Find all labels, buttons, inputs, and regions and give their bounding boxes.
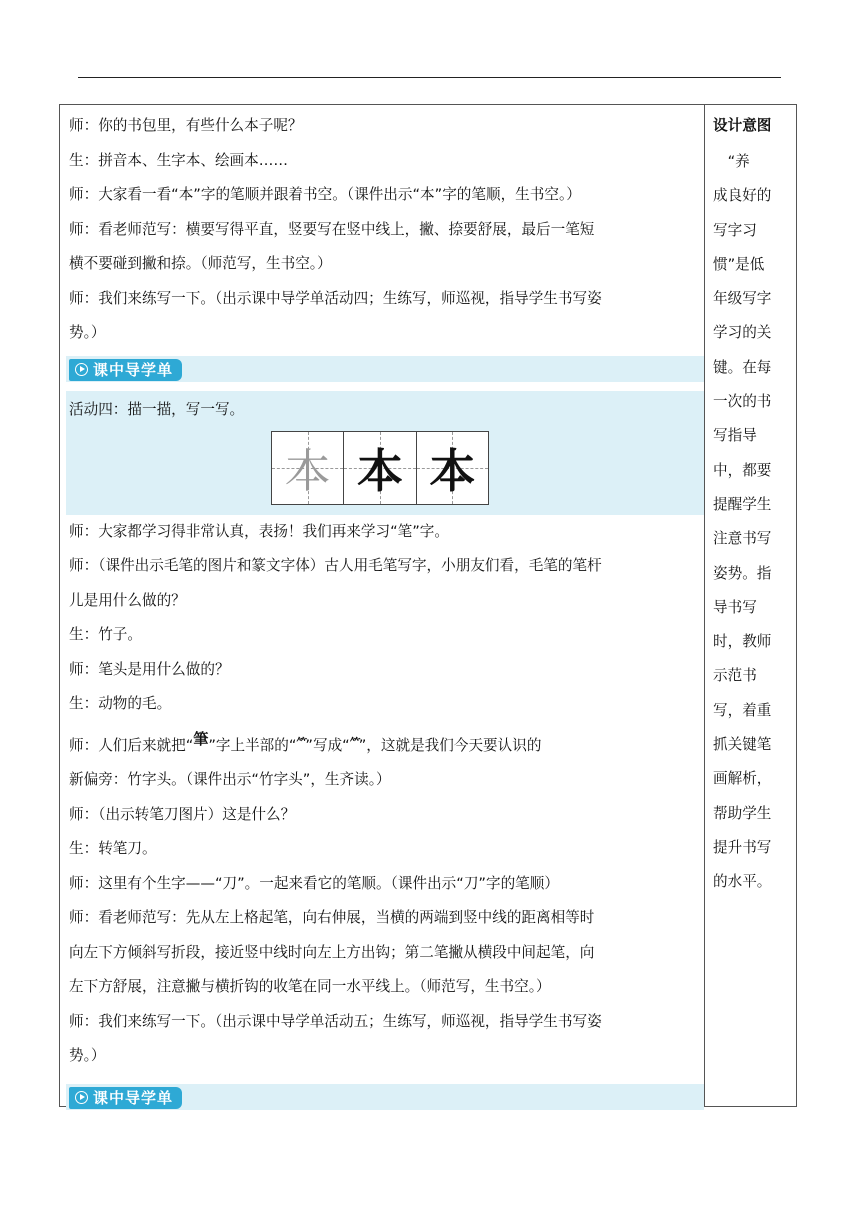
- trace-character: 本: [284, 443, 331, 498]
- text-line: 帮助学生: [713, 804, 772, 822]
- text-line: 师：大家都学习得非常认真，表扬！我们再来学习“笔”字。: [69, 522, 449, 540]
- text-line: 师：（出示转笔刀图片）这是什么？: [69, 805, 296, 823]
- text-line: 儿是用什么做的？: [69, 591, 186, 609]
- text-line: 师：（课件出示毛笔的图片和篆文字体）古人用毛笔写字，小朋友们看，毛笔的笔杆: [69, 557, 602, 574]
- text-line: 成良好的: [713, 187, 772, 205]
- grid-cell-model: [417, 432, 488, 504]
- model-character: 本: [356, 443, 403, 498]
- model-character: 本: [429, 443, 476, 498]
- grid-cell-model: [344, 432, 416, 504]
- text-line: “养: [713, 153, 750, 170]
- text-line: 师：你的书包里，有些什么本子呢？: [69, 117, 303, 134]
- guide-banner-label: 课中导学单: [93, 360, 174, 379]
- text-line: 写指导: [713, 427, 757, 445]
- text-line: 向左下方倾斜写折段，接近竖中线时向左上方出钩；第二笔撇从横段中间起笔，向: [69, 943, 595, 961]
- guide-banner-label: 课中导学单: [93, 1088, 174, 1107]
- text-line: 的水平。: [713, 873, 772, 891]
- grid-cell-trace: [272, 432, 344, 504]
- play-circle-icon: [75, 1091, 88, 1104]
- text-line: 时，教师: [713, 633, 772, 651]
- header-rule: [78, 77, 781, 78]
- text-line: 姿势。指: [713, 564, 772, 582]
- text-line: 师：看老师范写：横要写得平直，竖要写在竖中线上，撇、捺要舒展，最后一笔短: [69, 220, 595, 238]
- text-line: 画解析，: [713, 770, 772, 788]
- radical-glyph: ⺮: [349, 735, 359, 749]
- lesson-main-column: [60, 105, 705, 1106]
- lesson-lines-part3: [69, 763, 698, 1074]
- text-line: 生：竹子。: [69, 626, 142, 643]
- text-line: 新偏旁：竹字头。（课件出示“竹字头”，生齐读。）: [69, 771, 391, 788]
- text-line: 提升书写: [713, 838, 772, 856]
- text-line: 一次的书: [713, 393, 772, 411]
- design-intent-text: [713, 145, 792, 900]
- text-line: 提醒学生: [713, 495, 772, 513]
- tian-zi-ge-grid: [271, 431, 489, 505]
- seal-line-prefix: 师：人们后来就把“: [69, 736, 194, 754]
- design-intent-column: [705, 105, 796, 1106]
- play-circle-icon: [75, 363, 88, 376]
- lesson-table: [59, 104, 797, 1107]
- seal-character-image: 筆: [193, 729, 209, 748]
- text-line: 学习的关: [713, 324, 772, 342]
- text-line: 导书写: [713, 598, 757, 616]
- text-line: 势。）: [69, 324, 106, 341]
- seal-line-middle2: ”写成“: [305, 736, 350, 754]
- text-line: 师：这里有个生字——“刀”。一起来看它的笔顺。（课件出示“刀”字的笔顺）: [69, 874, 559, 892]
- activity-four-box: [66, 391, 704, 515]
- text-line: 年级写字: [713, 290, 772, 308]
- seal-line-middle: ”字上半部的“: [208, 736, 297, 754]
- text-line: 写字习: [713, 221, 757, 239]
- seal-part-image: ⺮: [296, 735, 306, 749]
- text-line: 师：我们来练写一下。（出示课中导学单活动四；生练写，师巡视，指导学生书写姿: [69, 289, 602, 307]
- text-line: 师：大家看一看“本”字的笔顺并跟着书空。（课件出示“本”字的笔顺，生书空。）: [69, 186, 581, 203]
- text-line: 键。在每: [713, 358, 772, 376]
- text-line: 左下方舒展，注意撇与横折钩的收笔在同一水平线上。（师范写，生书空。）: [69, 978, 551, 995]
- text-line: 势。）: [69, 1047, 106, 1064]
- text-line: 生：拼音本、生字本、绘画本……: [69, 151, 288, 169]
- text-line: 师：笔头是用什么做的？: [69, 660, 230, 678]
- lesson-lines-part2: [69, 515, 698, 722]
- text-line: 注意书写: [713, 530, 772, 548]
- text-line: 师：我们来练写一下。（出示课中导学单活动五；生练写，师巡视，指导学生书写姿: [69, 1012, 602, 1030]
- lesson-lines-part1: [69, 109, 698, 351]
- activity-title: 活动四：描一描，写一写。: [69, 400, 245, 418]
- seal-script-line: [69, 722, 698, 764]
- text-line: 横不要碰到撇和捺。（师范写，生书空。）: [69, 255, 332, 272]
- seal-line-suffix: ”，这就是我们今天要认识的: [358, 736, 542, 754]
- text-line: 中，都要: [713, 461, 772, 479]
- text-line: 抓关键笔: [713, 736, 772, 754]
- text-line: 生：转笔刀。: [69, 840, 157, 857]
- text-line: 师：看老师范写：先从左上格起笔，向右伸展，当横的两端到竖中线的距离相等时: [69, 909, 595, 926]
- guide-banner: [66, 356, 704, 382]
- guide-banner-tab: [69, 359, 182, 381]
- design-intent-heading: 设计意图: [713, 117, 772, 134]
- guide-banner-tab: [69, 1087, 182, 1109]
- text-line: 生：动物的毛。: [69, 695, 172, 712]
- text-line: 惯”是低: [713, 255, 765, 273]
- text-line: 写，着重: [713, 701, 772, 719]
- text-line: 示范书: [713, 667, 757, 685]
- guide-banner: [66, 1084, 704, 1110]
